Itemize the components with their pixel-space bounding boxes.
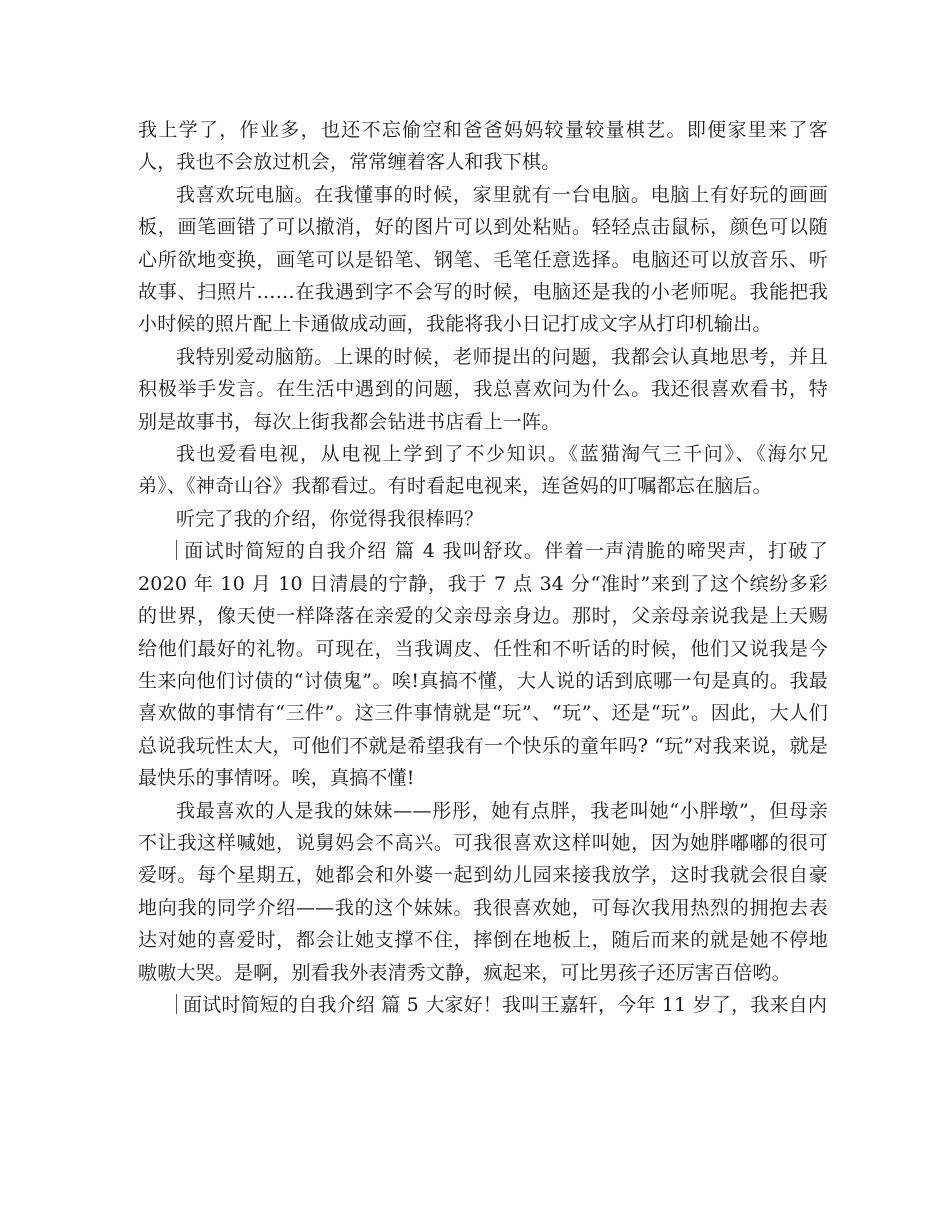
- paragraph-computer: 我喜欢玩电脑。在我懂事的时候，家里就有一台电脑。电脑上有好玩的画画板，画笔画错了可以撤消，好的图片可以到处粘贴。轻轻点击鼠标，颜色可以随心所欲地变换，画笔可以是铅笔、钢笔、毛笔任意选择。电脑还可以放音乐、听故事、扫照片……在我遇到字不会写的时候，电脑还是我的小老师呢。我能把我小时候的照片配上卡通做成动画，我能将我小日记打成文字从打印机输出。: [138, 183, 828, 336]
- paragraph-thinking: 我特别爱动脑筋。上课的时候，老师提出的问题，我都会认真地思考，并且积极举手发言。在生活中遇到的问题，我总喜欢问为什么。我还很喜欢看书，特别是故事书，每次上街我都会钻进书店看上一阵。: [138, 345, 828, 433]
- paragraph-closing-question: 听完了我的介绍，你觉得我很棒吗？: [176, 507, 484, 530]
- section-4-text: 面试时简短的自我介绍 篇 4 我叫舒玫。伴着一声清脆的啼哭声，打破了 2020 年 10 月 10 日清晨的宁静，我于 7 点 34 分“准时”来到了这个缤纷多彩的世界，像天使一样降落在亲爱的父亲母亲身边。那时，父亲母亲说我是上天赐给他们最好的礼物。可现在，当我调皮、任性和不听话的时候，他们又说我是今生来向他们讨债的“讨债鬼”。唉!真搞不懂，大人说的话到底哪一句是真的。我最喜欢做的事情有“三件”。这三件事情就是“玩”、“玩”、还是“玩”。因此，大人们总说我玩性太大，可他们不就是希望我有一个快乐的童年吗? “玩”对我来说，就是最快乐的事情呀。唉，真搞不懂!: [138, 540, 828, 790]
- paragraph-chess: 我上学了，作业多，也还不忘偷空和爸爸妈妈较量较量棋艺。即便家里来了客人，我也不会放过机会，常常缠着客人和我下棋。: [138, 119, 828, 174]
- paragraph-section-4: [138, 535, 828, 794]
- paragraph-tv: 我也爱看电视，从电视上学到了不少知识。《蓝猫淘气三千问》、《海尔兄弟》、《神奇山谷》我都看过。有时看起电视来，连爸妈的叮嘱都忘在脑后。: [138, 443, 828, 498]
- paragraph-sister: 我最喜欢的人是我的妹妹——彤彤，她有点胖，我老叫她“小胖墩”，但母亲不让我这样喊她，说舅妈会不高兴。可我很喜欢这样叫她，因为她胖嘟嘟的很可爱呀。每个星期五，她都会和外婆一起到幼儿园来接我放学，这时我就会很自豪地向我的同学介绍——我的这个妹妹。我很喜欢她，可每次我用热烈的拥抱去表达对她的喜爱时，都会让她支撑不住，摔倒在地板上，随后而来的就是她不停地嗷嗷大哭。是啊，别看我外表清秀文静，疯起来，可比男孩子还厉害百倍哟。: [138, 799, 828, 984]
- paragraph-section-5: [138, 989, 828, 1021]
- document-body: [138, 114, 828, 1021]
- section-marker: [176, 994, 177, 1014]
- section-marker: [176, 540, 177, 560]
- section-5-text: 面试时简短的自我介绍 篇 5 大家好！我叫王嘉轩，今年 11 岁了，我来自内: [183, 993, 828, 1016]
